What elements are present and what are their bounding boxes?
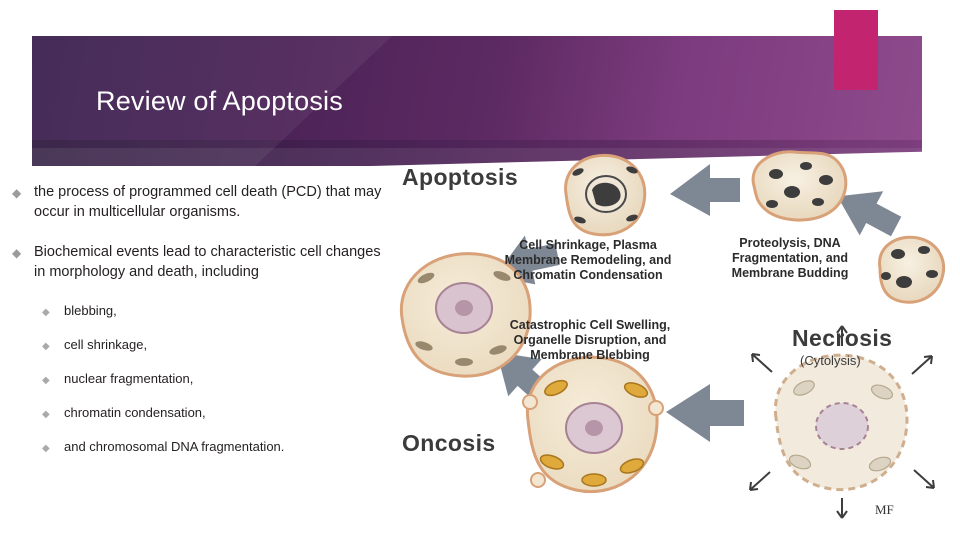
diamond-bullet-icon: ◆ (42, 443, 50, 454)
list-item-label: chromatin condensation, (64, 405, 206, 420)
figure-label-oncosis: Oncosis (402, 430, 496, 456)
list-item (12, 404, 384, 424)
diamond-bullet-icon: ◆ (42, 307, 50, 318)
list-item-label: nuclear fragmentation, (64, 371, 194, 386)
list-item-label: Biochemical events lead to characteristic cell changes in morphology and death, including (34, 244, 381, 280)
swollen-cell-illustration (523, 357, 663, 491)
figure-label-necrosis: Necrosis (792, 325, 893, 351)
list-item-label: cell shrinkage, (64, 337, 148, 352)
list-item (12, 242, 384, 282)
fragmenting-cell-illustration (753, 152, 846, 220)
list-item (12, 438, 384, 458)
figure-label-apoptosis-result: Proteolysis, DNA Fragmentation, and Membrane Budding (731, 236, 849, 280)
figure-signature: MF (875, 502, 894, 517)
arrow-right-icon-1 (670, 164, 740, 216)
apoptotic-bodies-illustration (880, 237, 944, 302)
arrow-right-icon-2 (666, 384, 744, 442)
accent-tab (834, 10, 878, 90)
list-item-label: blebbing, (64, 303, 117, 318)
shrunken-cell-illustration (566, 155, 645, 234)
apoptosis-necrosis-diagram (380, 150, 960, 535)
figure-label-apoptosis: Apoptosis (402, 164, 519, 190)
figure-label-oncosis-step: Catastrophic Cell Swelling, Organelle Disruption, and Membrane Blebbing (509, 318, 671, 362)
figure-label-cytolysis: (Cytolysis) (800, 353, 861, 368)
bullet-list (12, 182, 384, 472)
list-item (12, 370, 384, 390)
diamond-bullet-icon: ◆ (42, 341, 50, 352)
list-item-label: and chromosomal DNA fragmentation. (64, 439, 285, 454)
list-item-label: the process of programmed cell death (PCD) that may occur in multicellular organisms. (34, 184, 382, 220)
diamond-bullet-icon: ◆ (12, 246, 22, 260)
list-item (12, 302, 384, 322)
diamond-bullet-icon: ◆ (12, 186, 22, 200)
list-item (12, 336, 384, 356)
diamond-bullet-icon: ◆ (42, 375, 50, 386)
page-title: Review of Apoptosis (96, 86, 343, 116)
list-item (12, 182, 384, 222)
figure-label-apoptosis-step: Cell Shrinkage, Plasma Membrane Remodeling, and Chromatin Condensation (504, 238, 672, 282)
diamond-bullet-icon: ◆ (42, 409, 50, 420)
